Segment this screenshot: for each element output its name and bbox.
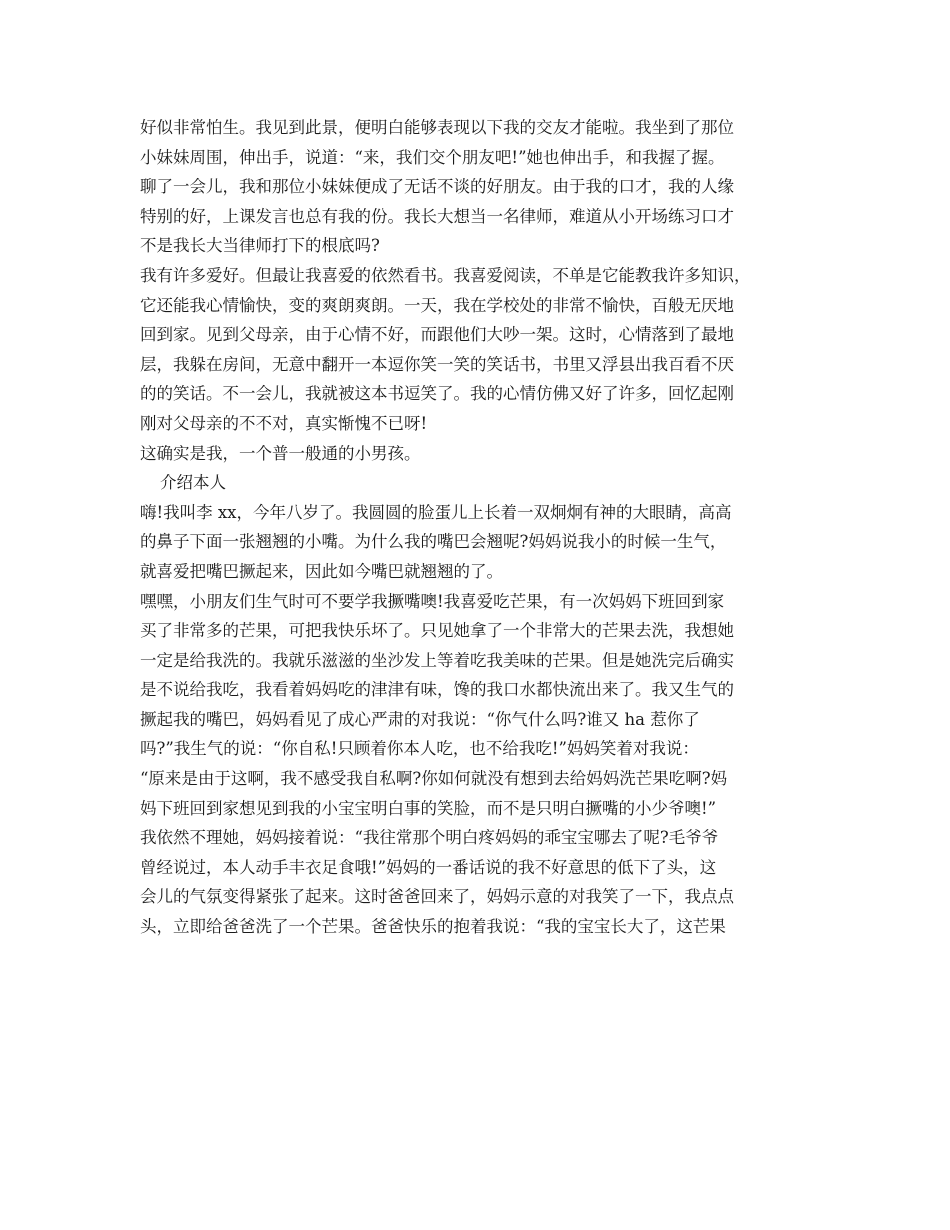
text-line: 的的笑话。不一会儿，我就被这本书逗笑了。我的心情仿佛又好了许多，回忆起刚 (140, 384, 734, 404)
text-line: 我依然不理她，妈妈接着说：“我往常那个明白疼妈妈的乖宝宝哪去了呢?毛爷爷 (140, 828, 719, 848)
text-line: 特别的好，上课发言也总有我的份。我长大想当一名律师，难道从小开场练习口才 (140, 206, 734, 226)
text-line: 是不说给我吃，我看着妈妈吃的津津有味，馋的我口水都快流出来了。我又生气的 (140, 680, 734, 700)
text-line: 好似非常怕生。我见到此景，便明白能够表现以下我的交友才能啦。我坐到了那位 (140, 118, 734, 137)
text-line: 它还能我心情愉快，变的爽朗爽朗。一天，我在学校处的非常不愉快，百般无厌地 (140, 295, 734, 315)
text-line: 回到家。见到父母亲，由于心情不好，而跟他们大吵一架。这时，心情落到了最地 (140, 325, 734, 345)
text-line: 买了非常多的芒果，可把我快乐坏了。只见她拿了一个非常大的芒果去洗，我想她 (140, 621, 734, 641)
text-line: 嗨!我叫李 xx，今年八岁了。我圆圆的脸蛋儿上长着一双炯炯有神的大眼睛，高高 (140, 502, 732, 522)
text-line: 会儿的气氛变得紧张了起来。这时爸爸回来了，妈妈示意的对我笑了一下，我点点 (140, 887, 734, 907)
text-line: 嘿嘿，小朋友们生气时可不要学我撅嘴噢!我喜爱吃芒果，有一次妈妈下班回到家 (140, 591, 725, 611)
text-line: 的鼻子下面一张翘翘的小嘴。为什么我的嘴巴会翘呢?妈妈说我小的时候一生气， (140, 532, 727, 552)
text-line: 我有许多爱好。但最让我喜爱的依然看书。我喜爱阅读，不单是它能教我许多知识， (140, 265, 751, 285)
paragraph-1 (140, 113, 820, 261)
text-line: 不是我长大当律师打下的根底吗? (140, 236, 380, 256)
paragraph-2 (140, 261, 820, 439)
text-line: 妈下班回到家想见到我的小宝宝明白事的笑脸，而不是只明白撅嘴的小少爷噢!” (140, 798, 717, 818)
text-line: 聊了一会儿，我和那位小妹妹便成了无话不谈的好朋友。由于我的口才，我的人缘 (140, 177, 734, 197)
heading-text: 介绍本人 (160, 473, 226, 493)
section-heading (140, 468, 820, 498)
text-line: 一定是给我洗的。我就乐滋滋的坐沙发上等着吃我美味的芒果。但是她洗完后确实 (140, 650, 734, 670)
text-line: 就喜爱把嘴巴撅起来，因此如今嘴巴就翘翘的了。 (140, 561, 503, 581)
text-line: 撅起我的嘴巴，妈妈看见了成心严肃的对我说：“你气什么吗?谁又 ha 惹你了 (140, 709, 700, 729)
paragraph-4 (140, 498, 820, 587)
paragraph-5 (140, 587, 820, 942)
text-line: 小妹妹周围，伸出手，说道：“来，我们交个朋友吧!”她也伸出手，和我握了握。 (140, 147, 725, 167)
text-line: 头，立即给爸爸洗了一个芒果。爸爸快乐的抱着我说：“我的宝宝长大了，这芒果 (140, 917, 726, 937)
document-page (140, 113, 820, 942)
text-line: 曾经说过，本人动手丰衣足食哦!”妈妈的一番话说的我不好意思的低下了头，这 (140, 857, 717, 877)
text-line: “原来是由于这啊，我不感受我自私啊?你如何就没有想到去给妈妈洗芒果吃啊?妈 (140, 769, 728, 789)
paragraph-3 (140, 439, 820, 469)
text-line: 这确实是我，一个普一般通的小男孩。 (140, 443, 421, 463)
text-line: 吗?”我生气的说：“你自私!只顾着你本人吃，也不给我吃!”妈妈笑着对我说： (140, 739, 699, 759)
text-line: 刚对父母亲的不不对，真实惭愧不已呀! (140, 413, 428, 433)
text-line: 层，我躲在房间，无意中翻开一本逗你笑一笑的笑话书，书里又浮县出我百看不厌 (140, 354, 734, 374)
